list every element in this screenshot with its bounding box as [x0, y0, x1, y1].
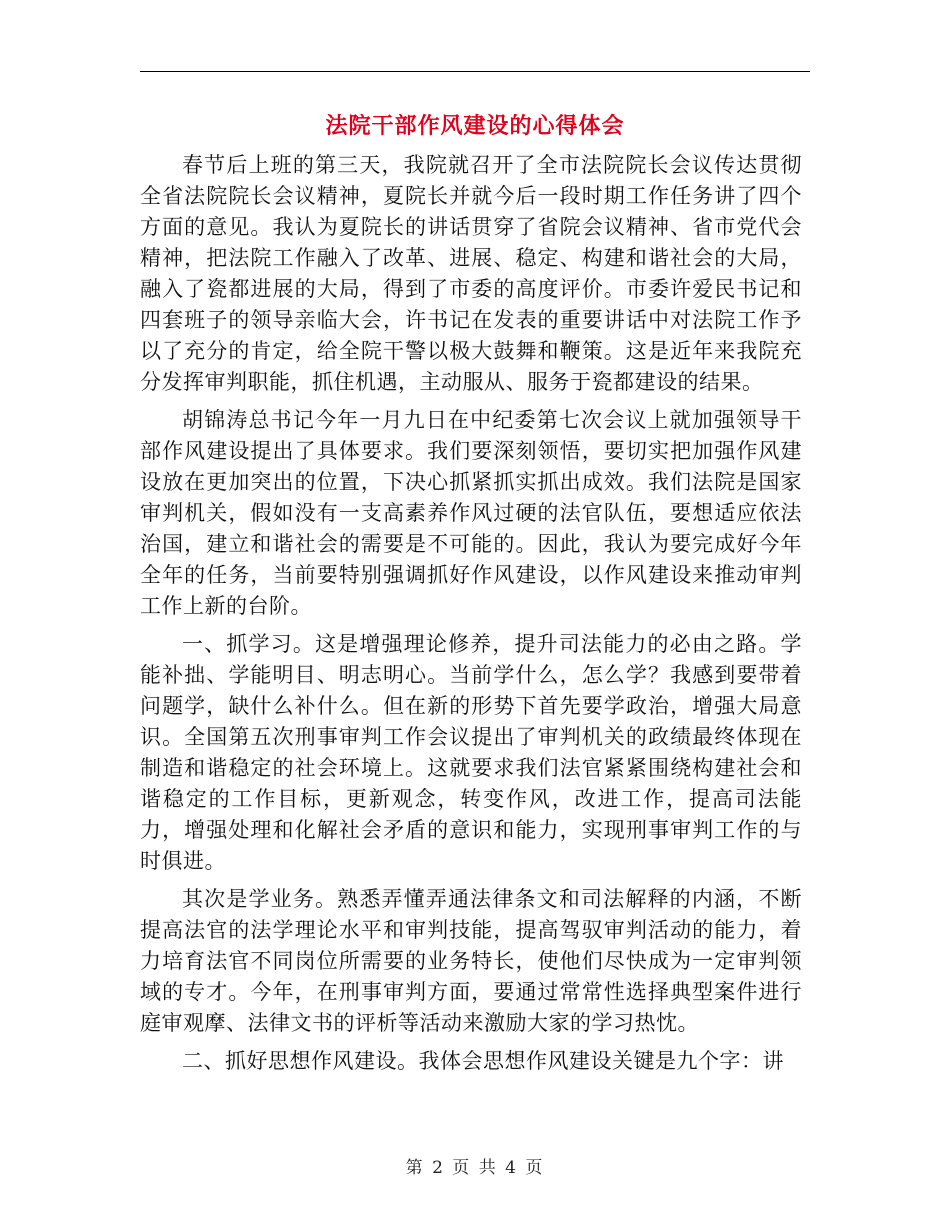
page-number-footer: 第 2 页 共 4 页: [405, 1158, 545, 1178]
document-title: 法院干部作风建设的心得体会: [325, 113, 625, 139]
paragraph-3: 一、抓学习。这是增强理论修养，提升司法能力的必由之路。学能补拙、学能明目、明志明心。当前学什么，怎么学？我感到要带着问题学，缺什么补什么。但在新的形势下首先要学政治，增强大局意识。全国第五次刑事审判工作会议提出了审判机关的政绩最终体现在制造和谐稳定的社会环境上。这就要求我们法官紧紧围绕构建社会和谐稳定的工作目标，更新观念，转变作风，改进工作，提高司法能力，增强处理和化解社会矛盾的意识和能力，实现刑事审判工作的与时俱进。: [140, 632, 802, 873]
paragraph-4: 其次是学业务。熟悉弄懂弄通法律条文和司法解释的内涵，不断提高法官的法学理论水平和审判技能，提高驾驭审判活动的能力，着力培育法官不同岗位所需要的业务特长，使他们尽快成为一定审判领域的专才。今年，在刑事审判方面，要通过常常性选择典型案件进行庭审观摩、法律文书的评析等活动来激励大家的学习热忱。: [140, 887, 802, 1035]
paragraph-5: 二、抓好思想作风建设。我体会思想作风建设关键是九个字：讲: [182, 1049, 784, 1073]
paragraph-1: 春节后上班的第三天，我院就召开了全市法院院长会议传达贯彻全省法院院长会议精神，夏院长并就今后一段时期工作任务讲了四个方面的意见。我认为夏院长的讲话贯穿了省院会议精神、省市党代会精神，把法院工作融入了改革、进展、稳定、构建和谐社会的大局，融入了瓷都进展的大局，得到了市委的高度评价。市委许爱民书记和四套班子的领导亲临大会，许书记在发表的重要讲话中对法院工作予以了充分的肯定，给全院干警以极大鼓舞和鞭策。这是近年来我院充分发挥审判职能，抓住机遇，主动服从、服务于瓷都建设的结果。: [140, 153, 802, 394]
paragraph-2: 胡锦涛总书记今年一月九日在中纪委第七次会议上就加强领导干部作风建设提出了具体要求。我们要深刻领悟，要切实把加强作风建设放在更加突出的位置，下决心抓紧抓实抓出成效。我们法院是国家审判机关，假如没有一支高素养作风过硬的法官队伍，要想适应依法治国，建立和谐社会的需要是不可能的。因此，我认为要完成好今年全年的任务，当前要特别强调抓好作风建设，以作风建设来推动审判工作上新的台阶。: [140, 408, 802, 618]
header-rule: [140, 71, 810, 72]
document-body: [140, 150, 802, 1084]
